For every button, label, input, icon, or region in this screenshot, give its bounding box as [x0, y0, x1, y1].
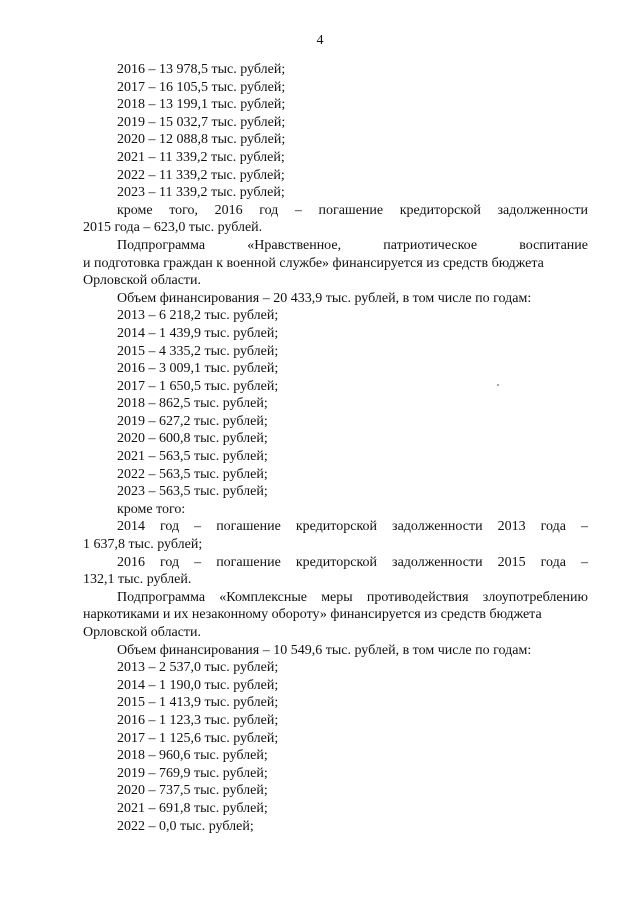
debt-note-line: 1 637,8 тыс. рублей; [83, 537, 203, 553]
subprogram-title-line: Подпрограмма «Нравственное, патриотическое воспитание [117, 237, 588, 253]
funding-year-line: 2018 – 960,6 тыс. рублей; [117, 748, 268, 764]
funding-year-line: 2014 – 1 439,9 тыс. рублей; [117, 325, 279, 341]
subprogram-title-line: наркотиками и их незаконному обороту» финансируется из средств бюджета [83, 607, 542, 623]
funding-year-line: 2015 – 1 413,9 тыс. рублей; [117, 695, 279, 711]
funding-years-list-2 [83, 307, 588, 501]
subprogram-title-line: и подготовка граждан к военной службе» финансируется из средств бюджета [83, 255, 544, 271]
funding-year-line: 2013 – 2 537,0 тыс. рублей; [117, 660, 279, 676]
besides-label: кроме того: [117, 501, 186, 517]
debt-note-line: 132,1 тыс. рублей. [83, 572, 192, 588]
funding-year-line: 2019 – 769,9 тыс. рублей; [117, 765, 268, 781]
subprogram-title-line: Подпрограмма «Комплексные меры противодействия злоупотреблению [117, 589, 588, 605]
funding-year-line: 2020 – 737,5 тыс. рублей; [117, 783, 268, 799]
page-number: 4 [316, 33, 324, 48]
debt-note-line: кроме того, 2016 год – погашение кредиторской задолженности [117, 202, 588, 218]
funding-years-list-1 [83, 61, 588, 202]
funding-year-line: 2016 – 3 009,1 тыс. рублей; [117, 361, 279, 377]
funding-year-line: 2021 – 691,8 тыс. рублей; [117, 800, 268, 816]
subprogram-title-line: Орловской области. [83, 625, 202, 640]
funding-year-line: 2021 – 11 339,2 тыс. рублей; [117, 149, 285, 165]
funding-year-line: 2022 – 563,5 тыс. рублей; [117, 466, 268, 482]
funding-year-line: 2017 – 1 125,6 тыс. рублей; [117, 730, 279, 746]
funding-year-line: 2022 – 0,0 тыс. рублей; [117, 818, 254, 834]
debt-note-line: 2014 год – погашение кредиторской задолженности 2013 года – [117, 519, 588, 535]
debt-note-line: 2016 год – погашение кредиторской задолженности 2015 года – [117, 554, 588, 570]
funding-year-line: 2023 – 11 339,2 тыс. рублей; [117, 185, 285, 201]
debt-note-line: 2015 года – 623,0 тыс. рублей. [83, 220, 263, 236]
subprogram-patriotic-section [83, 237, 588, 589]
funding-years-list-3 [83, 659, 588, 835]
funding-year-line: 2021 – 563,5 тыс. рублей; [117, 449, 268, 465]
funding-year-line: 2019 – 627,2 тыс. рублей; [117, 413, 268, 429]
subprogram-title-line: Орловской области. [83, 273, 202, 289]
funding-year-line: 2014 – 1 190,0 тыс. рублей; [117, 677, 279, 693]
funding-year-line: 2013 – 6 218,2 тыс. рублей; [117, 308, 279, 324]
funding-year-line: 2016 – 13 978,5 тыс. рублей; [117, 62, 286, 77]
funding-year-line: 2017 – 16 105,5 тыс. рублей; [117, 79, 286, 95]
subprogram-narcotics-section [83, 589, 588, 835]
funding-volume: Объем финансирования – 20 433,9 тыс. рублей, в том числе по годам: [117, 290, 532, 306]
funding-year-line: 2020 – 12 088,8 тыс. рублей; [117, 132, 286, 148]
funding-year-line: 2023 – 563,5 тыс. рублей; [117, 484, 268, 500]
funding-volume: Объем финансирования – 10 549,6 тыс. рублей, в том числе по годам: [117, 642, 532, 658]
funding-year-line: 2018 – 862,5 тыс. рублей; [117, 396, 268, 412]
funding-year-line: 2019 – 15 032,7 тыс. рублей; [117, 114, 286, 130]
funding-year-line: 2017 – 1 650,5 тыс. рублей; [117, 378, 279, 394]
funding-year-line: 2016 – 1 123,3 тыс. рублей; [117, 712, 279, 728]
funding-year-line: 2022 – 11 339,2 тыс. рублей; [117, 167, 285, 183]
document-body [83, 61, 588, 835]
funding-year-line: 2020 – 600,8 тыс. рублей; [117, 431, 268, 447]
funding-year-line: 2015 – 4 335,2 тыс. рублей; [117, 343, 279, 359]
funding-year-line: 2018 – 13 199,1 тыс. рублей; [117, 97, 286, 113]
